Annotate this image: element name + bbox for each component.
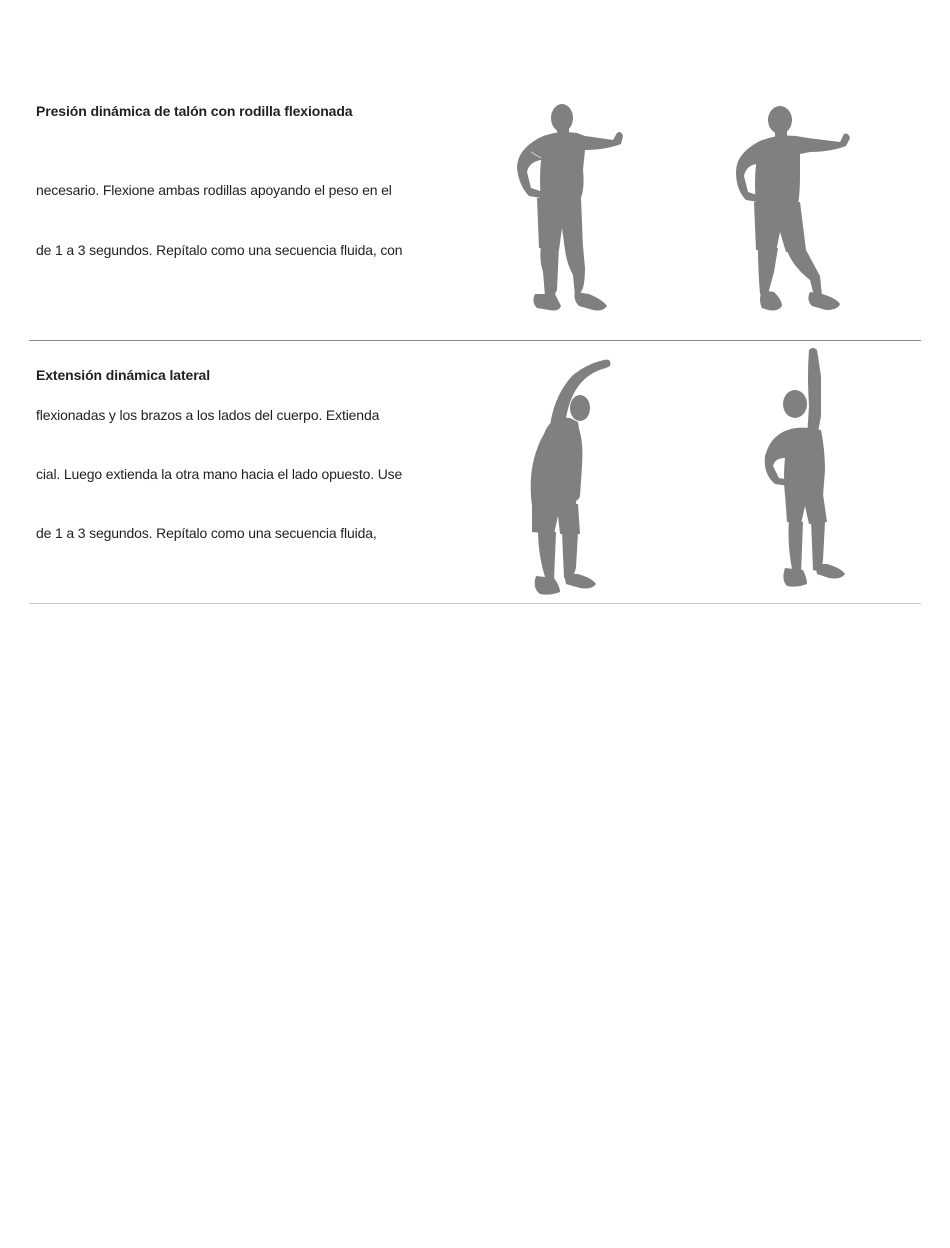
exercise-heading: Extensión dinámica lateral: [36, 367, 211, 383]
exercise-figure-start: [505, 100, 630, 315]
exercise-figure-side-bend: [520, 356, 630, 596]
exercise-heading: Presión dinámica de talón con rodilla flexionada: [36, 103, 353, 119]
section-divider: [29, 603, 921, 604]
exercise-figure-arm-raise: [755, 346, 855, 591]
instruction-line: necesario. Flexione ambas rodillas apoyando el peso en el: [36, 182, 392, 198]
instruction-line: flexionadas y los brazos a los lados del cuerpo. Extienda: [36, 407, 380, 423]
exercise-figure-end: [728, 100, 858, 315]
instruction-line: cial. Luego extienda la otra mano hacia el lado opuesto. Use: [36, 466, 403, 482]
instruction-line: de 1 a 3 segundos. Repítalo como una secuencia fluida,: [36, 525, 377, 541]
exercise-section-heel-press: [0, 0, 950, 341]
exercise-section-lateral-extension: [0, 341, 950, 604]
instruction-line: de 1 a 3 segundos. Repítalo como una secuencia fluida, con: [36, 242, 403, 258]
